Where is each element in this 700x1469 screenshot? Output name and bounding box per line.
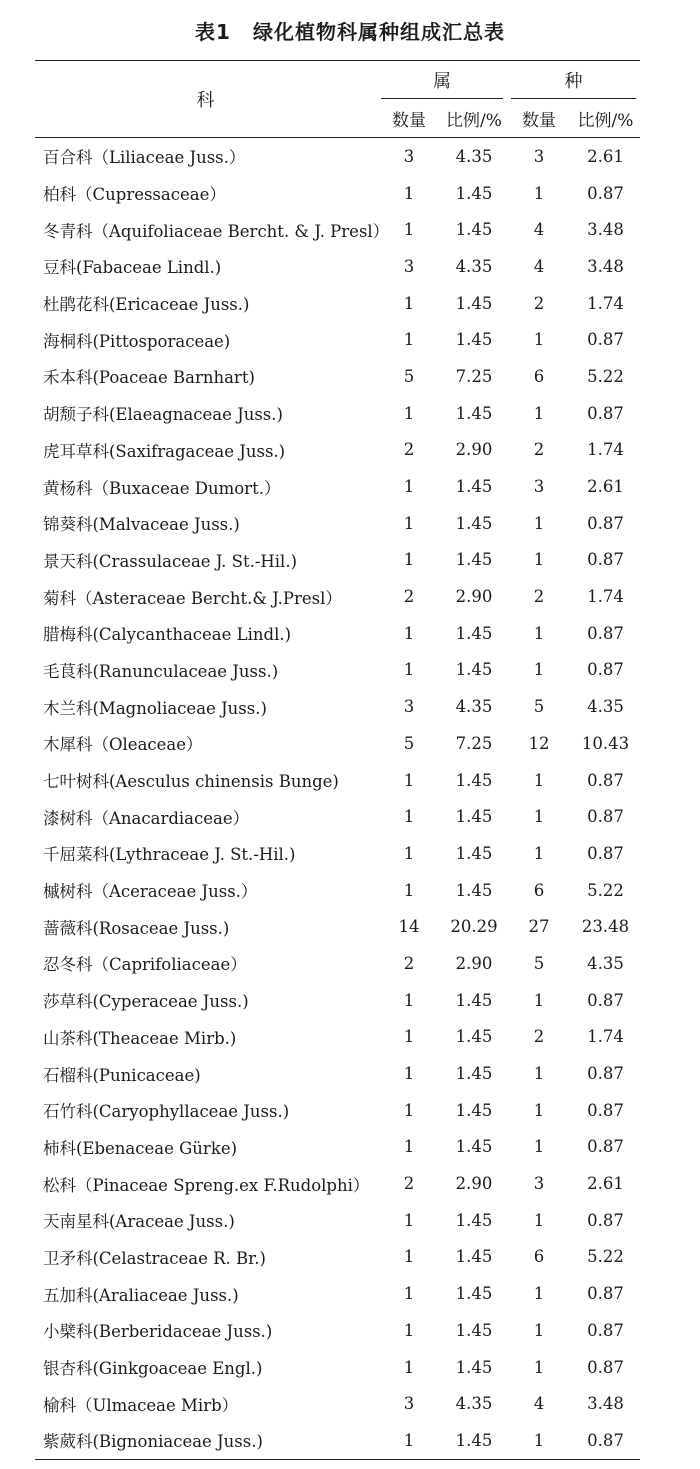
species-ratio-cell: 0.87 xyxy=(587,660,624,680)
species-ratio-cell: 0.87 xyxy=(587,990,624,1010)
species-count-cell: 1 xyxy=(533,183,545,203)
genus-ratio-cell: 7.25 xyxy=(455,733,493,753)
family-cell: 卫矛科(Celastraceae R. Br.) xyxy=(43,1248,266,1268)
species-ratio-cell: 0.87 xyxy=(587,1320,624,1340)
genus-ratio-cell: 1.45 xyxy=(455,660,493,680)
family-cell: 榆科（Ulmaceae Mirb） xyxy=(43,1395,239,1415)
family-cell: 松科（Pinaceae Spreng.ex F.Rudolphi） xyxy=(43,1175,370,1195)
table-row xyxy=(35,872,640,909)
species-ratio-cell: 4.35 xyxy=(587,697,624,717)
species-count-cell: 5 xyxy=(533,697,545,717)
genus-ratio-cell: 1.45 xyxy=(455,1320,493,1340)
species-ratio-cell: 1.74 xyxy=(587,293,624,313)
family-cell: 禾本科(Poaceae Barnhart) xyxy=(43,368,255,388)
species-count-cell: 1 xyxy=(533,660,545,680)
species-count-cell: 3 xyxy=(533,477,545,497)
genus-count-cell: 3 xyxy=(403,146,415,166)
table-row xyxy=(35,285,640,322)
species-count-cell: 1 xyxy=(533,623,545,643)
genus-ratio-cell: 1.45 xyxy=(455,770,493,790)
species-ratio-cell: 0.87 xyxy=(587,1357,624,1377)
table-row xyxy=(35,1422,640,1459)
species-count-cell: 1 xyxy=(533,1284,545,1304)
table-row xyxy=(35,1239,640,1276)
species-ratio-cell: 0.87 xyxy=(587,330,624,350)
genus-count-cell: 1 xyxy=(403,843,415,863)
family-cell: 腊梅科(Calycanthaceae Lindl.) xyxy=(43,625,292,645)
family-cell: 木兰科(Magnoliaceae Juss.) xyxy=(43,698,267,718)
family-cell: 木犀科（Oleaceae） xyxy=(43,735,203,755)
table-row xyxy=(35,688,640,725)
family-cell: 豆科(Fabaceae Lindl.) xyxy=(43,258,222,278)
family-cell: 虎耳草科(Saxifragaceae Juss.) xyxy=(43,441,286,461)
genus-ratio-cell: 1.45 xyxy=(455,843,493,863)
family-cell: 忍冬科（Caprifoliaceae） xyxy=(43,955,247,975)
family-cell: 山茶科(Theaceae Mirb.) xyxy=(43,1028,237,1048)
table-caption: 绿化植物科属种组成汇总表 xyxy=(252,20,505,44)
header-family: 科 xyxy=(35,61,377,138)
table-row xyxy=(35,1129,640,1166)
family-cell: 千屈菜科(Lythraceae J. St.-Hil.) xyxy=(43,845,296,865)
species-count-cell: 6 xyxy=(533,880,545,900)
genus-count-cell: 2 xyxy=(403,587,415,607)
species-ratio-cell: 0.87 xyxy=(587,1064,624,1084)
species-ratio-cell: 0.87 xyxy=(587,623,624,643)
genus-count-cell: 1 xyxy=(403,807,415,827)
genus-ratio-cell: 1.45 xyxy=(455,1284,493,1304)
species-count-cell: 1 xyxy=(533,330,545,350)
species-ratio-cell: 1.74 xyxy=(587,587,624,607)
table-row xyxy=(35,652,640,689)
genus-ratio-cell: 2.90 xyxy=(455,587,493,607)
genus-ratio-cell: 1.45 xyxy=(455,550,493,570)
genus-count-cell: 2 xyxy=(403,1174,415,1194)
species-count-cell: 1 xyxy=(533,807,545,827)
family-cell: 景天科(Crassulaceae J. St.-Hil.) xyxy=(43,551,298,571)
species-count-cell: 1 xyxy=(533,1100,545,1120)
table-row xyxy=(35,358,640,395)
table-row xyxy=(35,1349,640,1386)
species-ratio-cell: 0.87 xyxy=(587,770,624,790)
genus-count-cell: 1 xyxy=(403,1027,415,1047)
table-row xyxy=(35,1275,640,1312)
table-row xyxy=(35,835,640,872)
species-count-cell: 1 xyxy=(533,1064,545,1084)
species-ratio-cell: 0.87 xyxy=(587,1100,624,1120)
genus-count-cell: 1 xyxy=(403,513,415,533)
family-cell: 小檗科(Berberidaceae Juss.) xyxy=(43,1322,273,1342)
family-cell: 柏科（Cupressaceae） xyxy=(43,185,226,205)
species-count-cell: 1 xyxy=(533,843,545,863)
genus-ratio-cell: 4.35 xyxy=(455,256,493,276)
header-species xyxy=(507,61,640,100)
genus-ratio-cell: 1.45 xyxy=(455,990,493,1010)
species-count-cell: 6 xyxy=(533,1247,545,1267)
family-cell: 柿科(Ebenaceae Gürke) xyxy=(43,1138,238,1158)
genus-count-cell: 1 xyxy=(403,220,415,240)
genus-count-cell: 1 xyxy=(403,623,415,643)
species-ratio-cell: 1.74 xyxy=(587,440,624,460)
table-row xyxy=(35,468,640,505)
species-ratio-cell: 2.61 xyxy=(587,146,624,166)
genus-ratio-cell: 1.45 xyxy=(455,1137,493,1157)
table-title xyxy=(0,16,700,45)
species-count-cell: 3 xyxy=(533,1174,545,1194)
genus-ratio-cell: 20.29 xyxy=(450,917,498,937)
species-ratio-cell: 5.22 xyxy=(587,1247,624,1267)
header-genus-label: 属 xyxy=(433,71,451,92)
species-ratio-cell: 0.87 xyxy=(587,183,624,203)
genus-count-cell: 1 xyxy=(403,330,415,350)
genus-count-cell: 1 xyxy=(403,1357,415,1377)
table-row xyxy=(35,1165,640,1202)
species-ratio-cell: 0.87 xyxy=(587,1210,624,1230)
genus-ratio-cell: 1.45 xyxy=(455,1100,493,1120)
genus-count-cell: 1 xyxy=(403,477,415,497)
header-species-label: 种 xyxy=(564,71,583,92)
genus-count-cell: 2 xyxy=(403,440,415,460)
species-count-cell: 1 xyxy=(533,1320,545,1340)
genus-ratio-cell: 1.45 xyxy=(441,1422,507,1459)
species-count-cell: 6 xyxy=(533,366,545,386)
genus-ratio-cell: 1.45 xyxy=(455,1357,493,1377)
genus-ratio-cell: 1.45 xyxy=(455,1027,493,1047)
table-row xyxy=(35,1019,640,1056)
table-row xyxy=(35,211,640,248)
species-ratio-cell: 3.48 xyxy=(587,256,624,276)
table-row xyxy=(35,615,640,652)
genus-ratio-cell: 2.90 xyxy=(455,440,493,460)
genus-count-cell: 1 xyxy=(403,183,415,203)
genus-count-cell: 1 xyxy=(403,1320,415,1340)
species-count-cell: 2 xyxy=(533,587,545,607)
family-cell: 冬青科（Aquifoliaceae Bercht. & J. Presl） xyxy=(43,221,390,241)
genus-count-cell: 1 xyxy=(377,1422,441,1459)
table-body xyxy=(35,138,640,1460)
family-cell: 七叶树科(Aesculus chinensis Bunge) xyxy=(43,772,339,792)
table-row xyxy=(35,248,640,285)
genus-count-cell: 5 xyxy=(403,366,415,386)
family-cell: 石榴科(Punicaceae) xyxy=(43,1065,201,1085)
family-cell: 五加科(Araliaceae Juss.) xyxy=(43,1285,239,1305)
family-cell: 莎草科(Cyperaceae Juss.) xyxy=(43,992,249,1012)
species-ratio-cell: 0.87 xyxy=(587,1137,624,1157)
family-cell: 银杏科(Ginkgoaceae Engl.) xyxy=(43,1359,263,1379)
species-ratio-cell: 3.48 xyxy=(587,220,624,240)
table-row xyxy=(35,1312,640,1349)
header-genus-ratio: 比例/% xyxy=(441,99,507,138)
table-row xyxy=(35,1385,640,1422)
genus-ratio-cell: 1.45 xyxy=(455,1210,493,1230)
genus-ratio-cell: 1.45 xyxy=(455,1247,493,1267)
table-row xyxy=(35,542,640,579)
table-row xyxy=(35,725,640,762)
genus-count-cell: 1 xyxy=(403,1100,415,1120)
species-ratio-cell: 5.22 xyxy=(587,880,624,900)
species-ratio-cell: 10.43 xyxy=(581,733,630,753)
table-row xyxy=(35,762,640,799)
species-ratio-cell: 0.87 xyxy=(587,1284,624,1304)
table-row xyxy=(35,798,640,835)
genus-count-cell: 1 xyxy=(403,550,415,570)
species-count-cell: 3 xyxy=(533,146,545,166)
genus-ratio-cell: 1.45 xyxy=(455,477,493,497)
family-genus-species-table xyxy=(35,60,640,1460)
family-cell: 锦葵科(Malvaceae Juss.) xyxy=(43,515,240,535)
family-cell: 杜鹃花科(Ericaceae Juss.) xyxy=(43,295,250,315)
genus-count-cell: 1 xyxy=(403,1247,415,1267)
table-row xyxy=(35,505,640,542)
table-row xyxy=(35,908,640,945)
table-row xyxy=(35,432,640,469)
table-row xyxy=(35,138,640,175)
table-row xyxy=(35,321,640,358)
genus-count-cell: 3 xyxy=(403,256,415,276)
family-cell: 紫葳科(Bignoniaceae Juss.) xyxy=(35,1422,377,1459)
family-cell: 石竹科(Caryophyllaceae Juss.) xyxy=(43,1102,290,1122)
family-cell: 天南星科(Araceae Juss.) xyxy=(43,1212,235,1232)
species-ratio-cell: 0.87 xyxy=(587,513,624,533)
header-species-ratio: 比例/% xyxy=(571,99,640,138)
family-cell: 海桐科(Pittosporaceae) xyxy=(43,331,231,351)
species-ratio-cell: 1.74 xyxy=(587,1027,624,1047)
species-ratio-cell: 0.87 xyxy=(587,403,624,423)
genus-count-cell: 1 xyxy=(403,293,415,313)
species-count-cell: 1 xyxy=(533,513,545,533)
genus-ratio-cell: 1.45 xyxy=(455,1064,493,1084)
genus-count-cell: 1 xyxy=(403,1064,415,1084)
species-count-cell: 2 xyxy=(533,1027,545,1047)
species-ratio-cell: 5.22 xyxy=(587,366,624,386)
table-row xyxy=(35,945,640,982)
table-row xyxy=(35,1055,640,1092)
species-ratio-cell: 2.61 xyxy=(587,1174,624,1194)
genus-count-cell: 1 xyxy=(403,880,415,900)
species-ratio-cell: 0.87 xyxy=(587,550,624,570)
genus-count-cell: 5 xyxy=(403,733,415,753)
species-count-cell: 4 xyxy=(533,256,545,276)
species-count-cell: 12 xyxy=(528,733,550,753)
species-ratio-cell: 4.35 xyxy=(587,953,624,973)
family-cell: 槭树科（Aceraceae Juss.） xyxy=(43,882,258,902)
species-ratio-cell: 0.87 xyxy=(587,807,624,827)
genus-ratio-cell: 1.45 xyxy=(455,220,493,240)
species-count-cell: 2 xyxy=(533,293,545,313)
genus-ratio-cell: 7.25 xyxy=(455,366,493,386)
species-count-cell: 1 xyxy=(507,1422,571,1459)
family-cell: 百合科（Liliaceae Juss.） xyxy=(43,148,246,168)
genus-count-cell: 2 xyxy=(403,953,415,973)
genus-count-cell: 1 xyxy=(403,660,415,680)
table-row xyxy=(35,578,640,615)
table-row xyxy=(35,175,640,212)
species-count-cell: 1 xyxy=(533,1210,545,1230)
genus-ratio-cell: 1.45 xyxy=(455,183,493,203)
family-cell: 胡颓子科(Elaeagnaceae Juss.) xyxy=(43,405,283,425)
genus-ratio-cell: 1.45 xyxy=(455,623,493,643)
table-row xyxy=(35,982,640,1019)
genus-count-cell: 3 xyxy=(403,1394,415,1414)
species-ratio-cell: 3.48 xyxy=(587,1394,624,1414)
species-count-cell: 2 xyxy=(533,440,545,460)
species-ratio-cell: 0.87 xyxy=(571,1422,640,1459)
species-count-cell: 1 xyxy=(533,770,545,790)
genus-count-cell: 1 xyxy=(403,1137,415,1157)
species-count-cell: 27 xyxy=(528,917,550,937)
genus-ratio-cell: 1.45 xyxy=(455,293,493,313)
genus-ratio-cell: 4.35 xyxy=(455,1394,493,1414)
species-ratio-cell: 0.87 xyxy=(587,843,624,863)
genus-ratio-cell: 1.45 xyxy=(455,403,493,423)
genus-ratio-cell: 1.45 xyxy=(455,330,493,350)
genus-ratio-cell: 1.45 xyxy=(455,807,493,827)
family-cell: 菊科（Asteraceae Bercht.& J.Presl） xyxy=(43,588,342,608)
species-count-cell: 4 xyxy=(533,1394,545,1414)
genus-ratio-cell: 1.45 xyxy=(455,513,493,533)
genus-count-cell: 1 xyxy=(403,770,415,790)
species-count-cell: 5 xyxy=(533,953,545,973)
species-ratio-cell: 2.61 xyxy=(587,477,624,497)
family-cell: 漆树科（Anacardiaceae） xyxy=(43,808,250,828)
table-number: 表1 xyxy=(195,20,231,44)
genus-count-cell: 1 xyxy=(403,1284,415,1304)
family-cell: 毛茛科(Ranunculaceae Juss.) xyxy=(43,661,279,681)
genus-count-cell: 3 xyxy=(403,697,415,717)
family-cell: 黄杨科（Buxaceae Dumort.） xyxy=(43,478,281,498)
genus-count-cell: 1 xyxy=(403,403,415,423)
genus-ratio-cell: 2.90 xyxy=(455,1174,493,1194)
header-genus xyxy=(377,61,507,100)
species-count-cell: 4 xyxy=(533,220,545,240)
genus-count-cell: 1 xyxy=(403,990,415,1010)
header-genus-count: 数量 xyxy=(377,99,441,138)
genus-ratio-cell: 4.35 xyxy=(455,146,493,166)
genus-ratio-cell: 4.35 xyxy=(455,697,493,717)
genus-count-cell: 14 xyxy=(398,917,420,937)
genus-ratio-cell: 2.90 xyxy=(455,953,493,973)
table-row xyxy=(35,1202,640,1239)
header-species-count: 数量 xyxy=(507,99,571,138)
genus-ratio-cell: 1.45 xyxy=(455,880,493,900)
species-count-cell: 1 xyxy=(533,1357,545,1377)
family-cell: 蔷薇科(Rosaceae Juss.) xyxy=(43,918,230,938)
genus-count-cell: 1 xyxy=(403,1210,415,1230)
species-count-cell: 1 xyxy=(533,990,545,1010)
table-row xyxy=(35,1092,640,1129)
species-count-cell: 1 xyxy=(533,550,545,570)
species-ratio-cell: 23.48 xyxy=(581,917,630,937)
species-count-cell: 1 xyxy=(533,403,545,423)
table-row xyxy=(35,395,640,432)
species-count-cell: 1 xyxy=(533,1137,545,1157)
